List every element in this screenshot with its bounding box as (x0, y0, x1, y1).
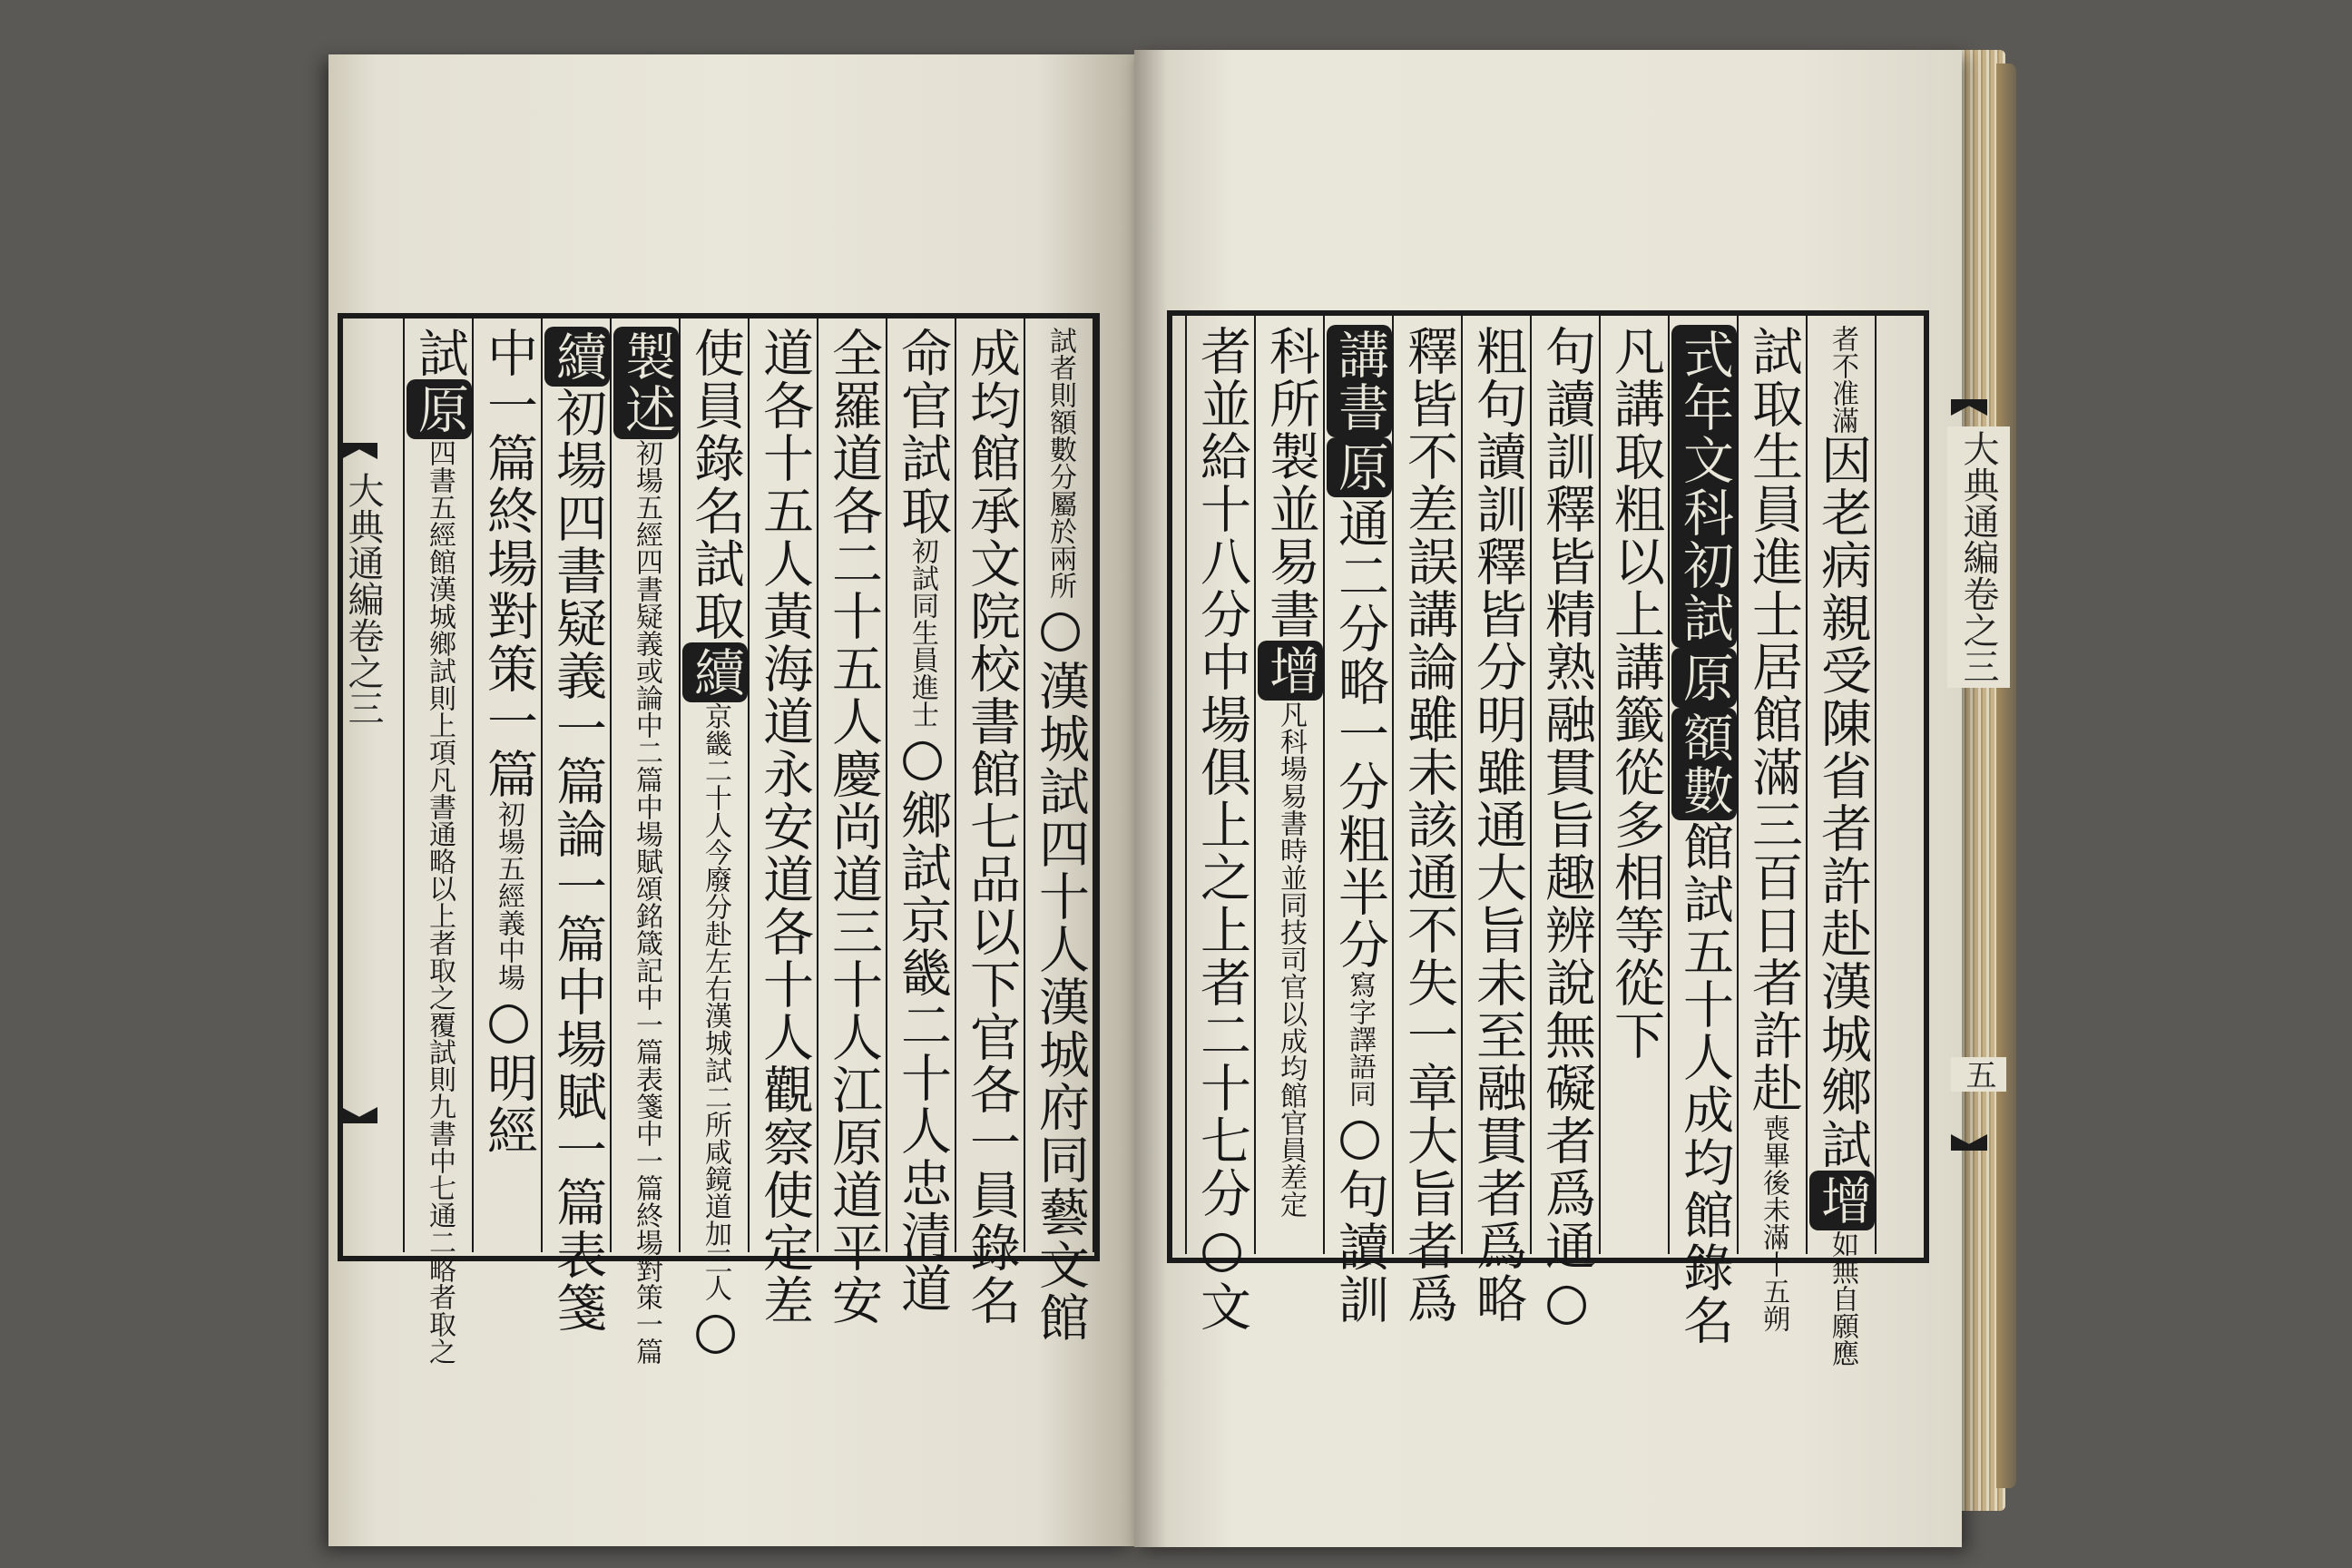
annotation-text: 如無自願應 (1827, 1230, 1858, 1367)
section-marker: 原 (1327, 437, 1392, 497)
column-rule (610, 318, 612, 1252)
main-text: 凡講取粗以上講籤從多相等從下 (1606, 325, 1665, 1062)
main-text: 因老病親受陳省者許赴漢城鄉試 (1813, 434, 1872, 1171)
annotation-text: 初場五經四書疑義或論中二篇中場賦頌銘箴記中一篇表箋中一篇終場對策一篇 (631, 439, 662, 1365)
right-page-column-5 (1465, 325, 1530, 1325)
column-rule (679, 318, 681, 1252)
section-marker: 續 (682, 642, 748, 702)
left-page-column-8 (889, 327, 955, 1315)
section-marker: 額數 (1671, 708, 1737, 820)
section-marker: 原 (1671, 648, 1737, 708)
column-rule (1323, 316, 1325, 1254)
left-page-column-6 (751, 327, 817, 1327)
right-margin-title: 大典通編卷之三 (1947, 426, 2010, 688)
main-text: ○漢城試四十人漢城府同藝文館 (1031, 599, 1090, 1344)
left-page-column-7 (820, 327, 886, 1327)
column-rule (1806, 316, 1808, 1254)
annotation-text: 凡科場易書時並同技司官以成均館官員差定 (1275, 701, 1307, 1218)
left-page-column-1 (407, 327, 472, 1365)
column-rule (403, 318, 405, 1252)
main-text: ○句讀訓 (1330, 1107, 1389, 1326)
column-rule (1392, 316, 1394, 1254)
main-text: 館試五十人成均館錄名 (1675, 820, 1734, 1347)
column-rule (1668, 316, 1670, 1254)
left-page-column-4 (613, 327, 679, 1365)
main-text: 使員錄名試取 (686, 327, 745, 642)
section-marker: 續 (544, 327, 610, 387)
right-page-column-1 (1189, 325, 1254, 1333)
section-marker: 式年文科初試 (1671, 325, 1737, 648)
main-text: 者並給十八分中場俱上之上者二十七分○文 (1192, 325, 1251, 1333)
right-page-column-10 (1809, 325, 1875, 1367)
left-margin-title: 大典通編卷之三 (342, 472, 384, 726)
left-page-column-9 (958, 327, 1024, 1327)
annotation-text: 者不准滿 (1827, 325, 1858, 434)
main-text: 成均館承文院校書館七品以下官各一員錄名 (962, 327, 1021, 1327)
column-rule (1737, 316, 1739, 1254)
annotation-text: 試者則額數分屬於兩所 (1044, 327, 1076, 599)
column-rule (1024, 318, 1025, 1252)
annotation-text: 初試同生員進士 (906, 537, 938, 728)
main-text: ○鄉試京畿二十人忠清道 (893, 728, 952, 1315)
left-page-column-2 (475, 327, 541, 1243)
page-number: 五 (1951, 1057, 2006, 1092)
section-marker: 原 (407, 379, 472, 439)
column-rule (1254, 316, 1256, 1254)
column-rule (1185, 316, 1187, 1254)
right-page-column-6 (1534, 325, 1599, 1333)
section-marker: 製述 (613, 327, 679, 439)
column-rule (1530, 316, 1532, 1254)
column-rule (817, 318, 818, 1252)
main-text: ○ (686, 1301, 745, 1362)
main-text: 中一篇終場對策一篇 (479, 327, 538, 800)
right-page-column-2 (1258, 325, 1323, 1245)
section-marker: 講書 (1327, 325, 1392, 437)
main-text: 道各十五人黃海道永安道各十人觀察使定差 (755, 327, 814, 1327)
annotation-text: 初場五經義中場 (493, 800, 524, 991)
left-page-column-5 (682, 327, 748, 1362)
left-page-column-3 (544, 327, 610, 1334)
main-text: 初場四書疑義一篇論一篇中場賦一篇表箋 (548, 387, 607, 1334)
main-text: ○明經 (479, 991, 538, 1157)
column-rule (886, 318, 887, 1252)
right-page-column-3 (1327, 325, 1392, 1326)
main-text: 通二分略一分粗半分 (1330, 497, 1389, 971)
main-text: 句讀訓釋皆精熟融貫旨趣辨說無礙者爲通○ (1537, 325, 1596, 1333)
main-text: 科所製並易書 (1261, 325, 1320, 641)
annotation-text: 喪畢後未滿十五朔 (1758, 1114, 1789, 1332)
column-rule (1461, 316, 1463, 1254)
section-marker: 增 (1809, 1171, 1875, 1230)
column-rule (1875, 316, 1877, 1254)
column-rule (1093, 318, 1094, 1252)
annotation-text: 京畿二十人今廢分赴左右漢城試二所咸鏡道加三人 (700, 702, 731, 1301)
main-text: 釋皆不差誤講論雖未該通不失一章大旨者爲 (1399, 325, 1458, 1325)
annotation-text: 四書五經館漢城鄉試則上項凡書通略以上者取之覆試則九書中七通二略者取之 (424, 439, 456, 1365)
column-rule (1599, 316, 1601, 1254)
right-page-column-9 (1740, 325, 1806, 1332)
main-text: 全羅道各二十五人慶尚道三十人江原道平安 (824, 327, 883, 1327)
column-rule (541, 318, 543, 1252)
column-rule (472, 318, 474, 1252)
right-page-column-4 (1396, 325, 1461, 1325)
main-text: 試取生員進士居館滿三百日者許赴 (1744, 325, 1803, 1114)
left-page-column-10 (1027, 327, 1093, 1344)
column-rule (748, 318, 750, 1252)
right-page-column-8 (1671, 325, 1737, 1347)
main-text: 試 (410, 327, 469, 379)
section-marker: 增 (1258, 641, 1323, 701)
right-page-column-7 (1602, 325, 1668, 1245)
page-edge-shadow (1996, 64, 2016, 1488)
annotation-text: 寫字譯語同 (1344, 971, 1376, 1107)
main-text: 命官試取 (893, 327, 952, 537)
column-rule (955, 318, 956, 1252)
main-text: 粗句讀訓釋皆分明雖通大旨未至融貫者爲略 (1468, 325, 1527, 1325)
